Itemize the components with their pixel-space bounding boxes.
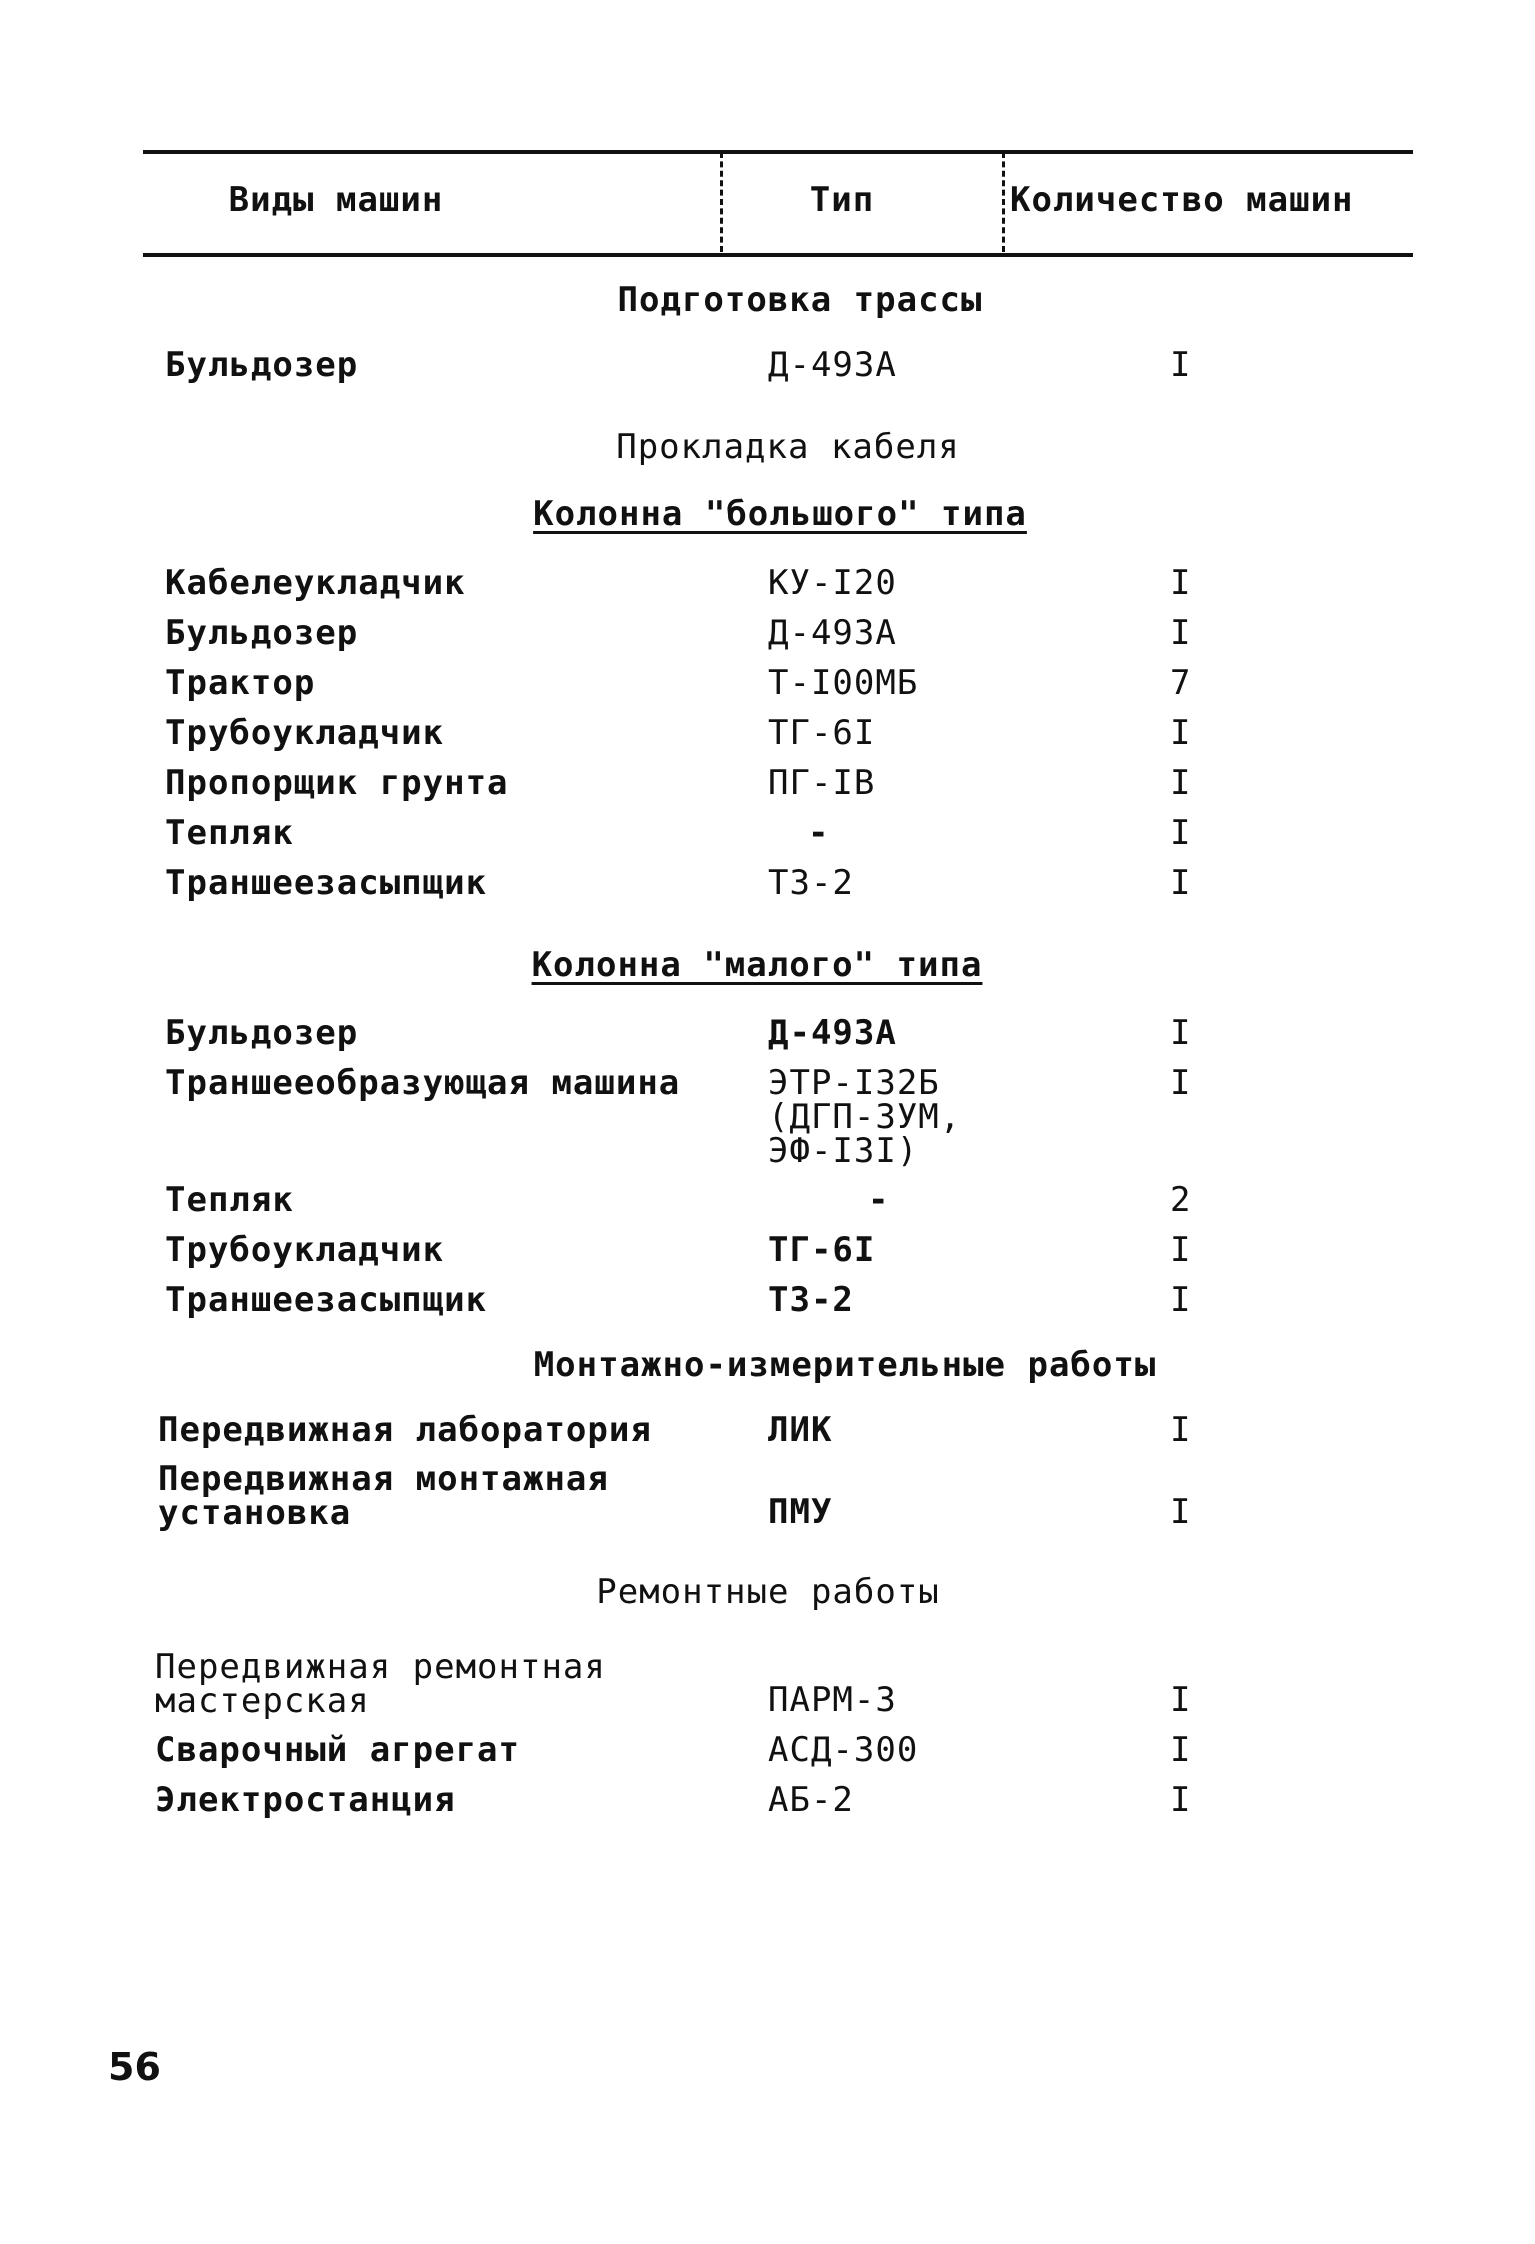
row-name: Траншееобразующая машина bbox=[165, 1063, 681, 1103]
row-type: - bbox=[868, 1180, 890, 1220]
row-count: I bbox=[1170, 1013, 1192, 1053]
row-name: Передвижная монтажная установка bbox=[158, 1459, 609, 1533]
section-title: Подготовка трассы bbox=[617, 280, 983, 320]
row-name: Сварочный агрегат bbox=[155, 1730, 520, 1770]
header-count: Количество машин bbox=[1010, 180, 1354, 220]
page-number: 56 bbox=[108, 2045, 161, 2089]
section-title: Монтажно-измерительные работы bbox=[533, 1345, 1157, 1385]
header-type: Тип bbox=[809, 180, 875, 220]
row-type: ПАРМ-3 bbox=[768, 1680, 897, 1720]
row-count: I bbox=[1170, 563, 1192, 603]
row-type: ЛИК bbox=[768, 1410, 833, 1450]
row-count: 7 bbox=[1170, 663, 1192, 703]
column-divider-1 bbox=[720, 152, 723, 252]
row-type: Д-493А bbox=[768, 1013, 897, 1053]
row-count: I bbox=[1170, 863, 1192, 903]
row-count: I bbox=[1170, 763, 1192, 803]
row-type: Т-I00МБ bbox=[768, 663, 919, 703]
section-title: Ремонтные работы bbox=[596, 1572, 940, 1612]
row-name: Тепляк bbox=[165, 813, 294, 853]
row-type: ТГ-6I bbox=[768, 713, 876, 753]
row-count: I bbox=[1170, 1780, 1192, 1820]
table-header-rule bbox=[143, 253, 1413, 257]
row-name: Тепляк bbox=[165, 1180, 294, 1220]
row-type: ПГ-IВ bbox=[768, 763, 876, 803]
row-name: Бульдозер bbox=[165, 345, 359, 385]
header-kind: Виды машин bbox=[228, 180, 444, 220]
row-name: Бульдозер bbox=[165, 613, 359, 653]
row-count: I bbox=[1170, 345, 1192, 385]
row-count: I bbox=[1170, 1063, 1192, 1103]
row-name: Трубоукладчик bbox=[165, 713, 445, 753]
row-type: ТГ-6I bbox=[768, 1230, 876, 1270]
subsection-title: Колонна "малого" типа bbox=[531, 945, 983, 985]
subsection-title: Колонна "большого" типа bbox=[533, 494, 1027, 534]
row-name: Трактор bbox=[165, 663, 316, 703]
row-type: КУ-I20 bbox=[768, 563, 897, 603]
section-title: Прокладка кабеля bbox=[616, 427, 960, 467]
row-type: ТЗ-2 bbox=[768, 1280, 854, 1320]
row-count: I bbox=[1170, 1410, 1192, 1450]
row-name: Кабелеукладчик bbox=[165, 563, 466, 603]
column-divider-2 bbox=[1002, 152, 1005, 252]
row-type: АСД-300 bbox=[768, 1730, 919, 1770]
table-top-rule bbox=[143, 150, 1413, 154]
row-type: АБ-2 bbox=[768, 1780, 854, 1820]
row-name: Бульдозер bbox=[165, 1013, 359, 1053]
row-name: Электростанция bbox=[155, 1780, 456, 1820]
row-count: I bbox=[1170, 1280, 1192, 1320]
row-count: I bbox=[1170, 1492, 1192, 1532]
row-type: ТЗ-2 bbox=[768, 863, 854, 903]
row-type: ЭТР-I32Б (ДГП-ЗУМ, ЭФ-I3I) bbox=[768, 1063, 962, 1171]
row-count: I bbox=[1170, 713, 1192, 753]
row-type: Д-493А bbox=[768, 613, 897, 653]
row-count: I bbox=[1170, 1230, 1192, 1270]
row-count: I bbox=[1170, 613, 1192, 653]
row-count: I bbox=[1170, 813, 1192, 853]
row-name: Передвижная ремонтная мастерская bbox=[155, 1647, 606, 1721]
row-type: - bbox=[808, 813, 830, 853]
row-name: Траншеезасыпщик bbox=[165, 1280, 488, 1320]
row-name: Трубоукладчик bbox=[165, 1230, 445, 1270]
row-name: Траншеезасыпщик bbox=[165, 863, 488, 903]
row-type: Д-493А bbox=[768, 345, 897, 385]
row-name: Пропорщик грунта bbox=[165, 763, 509, 803]
row-type: ПМУ bbox=[768, 1492, 833, 1532]
row-count: I bbox=[1170, 1680, 1192, 1720]
row-name: Передвижная лаборатория bbox=[158, 1410, 652, 1450]
row-count: 2 bbox=[1170, 1180, 1192, 1220]
row-count: I bbox=[1170, 1730, 1192, 1770]
